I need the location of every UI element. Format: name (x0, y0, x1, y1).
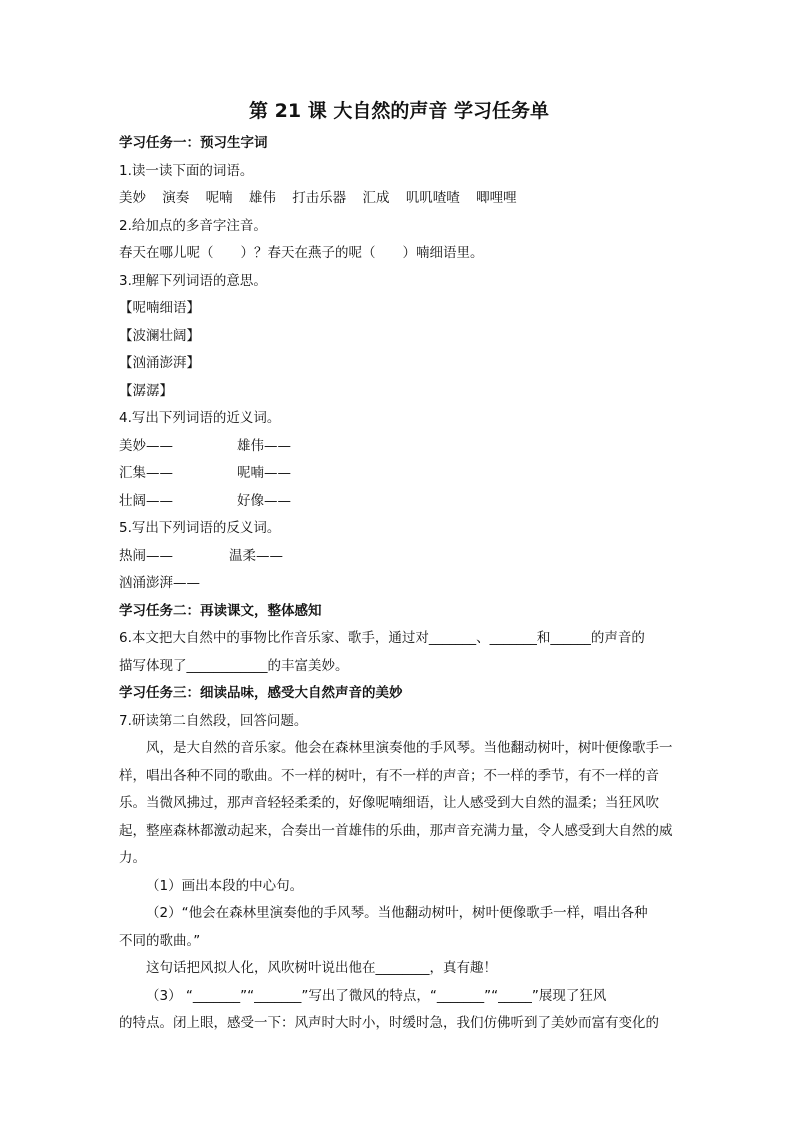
vocab-word: 叽叽喳喳 (405, 190, 460, 206)
vocabulary-list (119, 185, 679, 213)
sub-question-2-line3: 这句话把风拟人化，风吹树叶说出他在________，真有趣！ (146, 960, 497, 976)
page-title: 第 21 课 大自然的声音 学习任务单 (249, 100, 549, 122)
antonym-row (119, 570, 679, 598)
antonym-item: 热闹—— (119, 547, 173, 564)
sub-question-1: （1）画出本段的中心句。 (146, 877, 304, 894)
sub-question-3-line2: 的特点。闭上眼，感受一下：风声时大时小，时缓时急，我们仿佛听到了美妙而富有变化的 (119, 1015, 659, 1031)
antonym-item: 温柔—— (229, 547, 283, 564)
definition-item: 【呢喃细语】 (119, 300, 200, 316)
definition-item: 【汹涌澎湃】 (119, 355, 200, 371)
question-2-text: 春天在哪儿呢（ ）？春天在燕子的呢（ ）喃细语里。 (119, 245, 484, 261)
antonym-item: 汹涌澎湃—— (119, 575, 200, 591)
definition-item: 【波澜壮阔】 (119, 327, 200, 344)
synonym-item: 壮阔—— (119, 492, 173, 509)
question-6-line1: 6.本文把大自然中的事物比作音乐家、歌手，通过对_______、_______和______的声音的 (119, 630, 645, 646)
synonym-item: 好像—— (237, 492, 291, 509)
definition-item: 【潺潺】 (119, 382, 173, 399)
sub-question-3-line1: （3） “_______”“_______”写出了微风的特点，“_______”“_____”展现了狂风 (146, 987, 607, 1004)
task1-heading: 学习任务一：预习生字词 (119, 135, 268, 151)
task2-heading: 学习任务二：再读课文，整体感知 (119, 602, 322, 619)
synonym-row (119, 488, 679, 516)
question-5: 5.写出下列词语的反义词。 (119, 520, 281, 536)
synonym-item: 呢喃—— (237, 465, 291, 481)
vocab-word: 雄伟 (248, 190, 276, 206)
task3-heading: 学习任务三：细读品味，感受大自然声音的美妙 (119, 685, 403, 701)
question-3: 3.理解下列词语的意思。 (119, 272, 267, 289)
question-4: 4.写出下列词语的近义词。 (119, 410, 281, 426)
question-1: 1.读一读下面的词语。 (119, 162, 254, 179)
vocab-word: 打击乐器 (292, 190, 347, 206)
synonym-item: 美妙—— (119, 437, 173, 454)
vocab-word: 唧哩哩 (476, 190, 517, 206)
antonym-row (119, 543, 679, 571)
question-6-line2: 描写体现了____________的丰富美妙。 (119, 657, 349, 674)
worksheet-page (119, 98, 679, 1038)
synonym-row (119, 460, 679, 488)
synonym-item: 汇集—— (119, 465, 173, 481)
vocab-word: 呢喃 (205, 190, 233, 206)
synonym-row (119, 433, 679, 461)
synonym-item: 雄伟—— (237, 437, 291, 454)
reading-passage: 风，是大自然的音乐家。他会在森林里演奏他的手风琴。当他翻动树叶，树叶便像歌手一样，唱出各种不同的歌曲。不一样的树叶，有不一样的声音；不一样的季节，有不一样的音乐。当微风拂过，那声音轻轻柔柔的，好像呢喃细语，让人感受到大自然的温柔；当狂风吹起，整座森林都激动起来，合奏出一首雄伟的乐曲，那声音充满力量，令人感受到大自然的威力。 (119, 740, 673, 866)
question-2: 2.给加点的多音字注音。 (119, 217, 267, 234)
vocab-word: 美妙 (119, 190, 146, 206)
vocab-word: 演奏 (162, 190, 190, 206)
sub-question-2-line2: 不同的歌曲。” (119, 932, 201, 949)
sub-question-2-line1: （2）“他会在森林里演奏他的手风琴。当他翻动树叶，树叶便像歌手一样，唱出各种 (146, 905, 648, 921)
question-7: 7.研读第二自然段，回答问题。 (119, 712, 308, 729)
vocab-word: 汇成 (362, 190, 390, 206)
